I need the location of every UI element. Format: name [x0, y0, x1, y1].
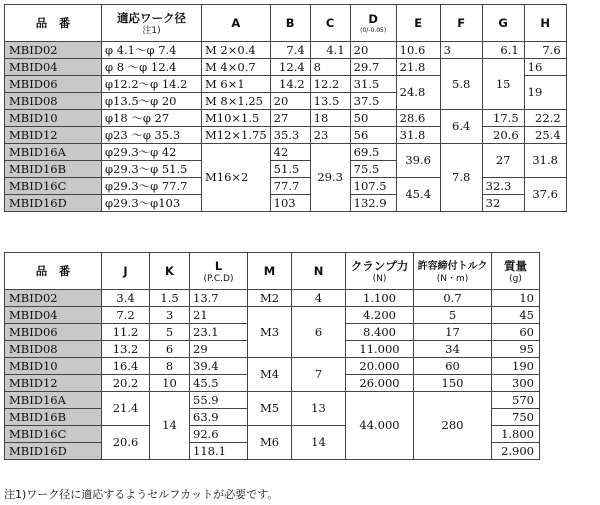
- cell-e: 28.6: [396, 110, 440, 127]
- cell-name: MBID16D: [5, 195, 102, 212]
- cell-h: 25.4: [524, 127, 566, 144]
- cell-j: 7.2: [102, 307, 150, 324]
- cell-c: 12.2: [310, 76, 350, 93]
- cell-mass: 1.800: [492, 426, 540, 443]
- header-torque: 許容締付トルク (N・m): [414, 253, 492, 290]
- cell-f: 5.8: [440, 59, 482, 110]
- cell-name: MBID12: [5, 127, 102, 144]
- cell-a: M 2×0.4: [202, 42, 271, 59]
- header-l: L (P.C.D): [190, 253, 248, 290]
- cell-k: 8: [150, 358, 190, 375]
- cell-k: 3: [150, 307, 190, 324]
- cell-f: 7.8: [440, 144, 482, 212]
- cell-j: 20.6: [102, 426, 150, 460]
- cell-d: 56: [350, 127, 396, 144]
- cell-name: MBID02: [5, 42, 102, 59]
- cell-name: MBID16B: [5, 409, 102, 426]
- header-b: B: [270, 5, 310, 42]
- cell-name: MBID12: [5, 375, 102, 392]
- cell-dia: φ23 〜φ 35.3: [102, 127, 202, 144]
- cell-l: 63.9: [190, 409, 248, 426]
- cell-h: 22.2: [524, 110, 566, 127]
- cell-name: MBID16D: [5, 443, 102, 460]
- cell-h: 31.8: [524, 144, 566, 178]
- cell-name: MBID06: [5, 324, 102, 341]
- cell-d: 31.5: [350, 76, 396, 93]
- cell-dia: φ13.5〜φ 20: [102, 93, 202, 110]
- cell-b: 7.4: [270, 42, 310, 59]
- cell-l: 29: [190, 341, 248, 358]
- cell-name: MBID16C: [5, 426, 102, 443]
- cell-l: 55.9: [190, 392, 248, 409]
- table-header-row: [5, 5, 567, 42]
- cell-h: 16: [524, 59, 566, 76]
- cell-m: M4: [248, 358, 292, 392]
- cell-c: 4.1: [310, 42, 350, 59]
- cell-dia: φ29.3〜φ 51.5: [102, 161, 202, 178]
- cell-b: 20: [270, 93, 310, 110]
- cell-d: 20: [350, 42, 396, 59]
- cell-l: 118.1: [190, 443, 248, 460]
- table-row: [5, 144, 567, 161]
- cell-name: MBID16A: [5, 144, 102, 161]
- cell-torque: 0.7: [414, 290, 492, 307]
- cell-name: MBID16B: [5, 161, 102, 178]
- cell-clamp: 44.000: [346, 392, 414, 460]
- cell-a: M10×1.5: [202, 110, 271, 127]
- cell-l: 45.5: [190, 375, 248, 392]
- cell-clamp: 8.400: [346, 324, 414, 341]
- cell-f: 6.4: [440, 110, 482, 144]
- cell-dia: φ 8 〜φ 12.4: [102, 59, 202, 76]
- cell-h: 37.6: [524, 178, 566, 212]
- cell-k: 10: [150, 375, 190, 392]
- cell-clamp: 26.000: [346, 375, 414, 392]
- cell-dia: φ29.3〜φ 42: [102, 144, 202, 161]
- cell-torque: 17: [414, 324, 492, 341]
- cell-a: M16×2: [202, 144, 271, 212]
- table-row: [5, 290, 540, 307]
- cell-name: MBID04: [5, 307, 102, 324]
- cell-e: 10.6: [396, 42, 440, 59]
- cell-e: 31.8: [396, 127, 440, 144]
- cell-n: 4: [292, 290, 346, 307]
- cell-j: 20.2: [102, 375, 150, 392]
- cell-l: 92.6: [190, 426, 248, 443]
- cell-name: MBID08: [5, 341, 102, 358]
- cell-c: 13.5: [310, 93, 350, 110]
- cell-b: 14.2: [270, 76, 310, 93]
- header-c: C: [310, 5, 350, 42]
- cell-l: 21: [190, 307, 248, 324]
- cell-b: 27: [270, 110, 310, 127]
- cell-a: M12×1.75: [202, 127, 271, 144]
- table-row: [5, 59, 567, 76]
- cell-d: 50: [350, 110, 396, 127]
- table-row: [5, 127, 567, 144]
- cell-k: 14: [150, 392, 190, 460]
- cell-a: M 4×0.7: [202, 59, 271, 76]
- header-a: A: [202, 5, 271, 42]
- cell-j: 11.2: [102, 324, 150, 341]
- cell-dia: φ12.2〜φ 14.2: [102, 76, 202, 93]
- cell-dia: φ29.3〜φ 77.7: [102, 178, 202, 195]
- cell-n: 14: [292, 426, 346, 460]
- header-g: G: [482, 5, 524, 42]
- cell-d: 37.5: [350, 93, 396, 110]
- cell-torque: 60: [414, 358, 492, 375]
- table-row: [5, 358, 540, 375]
- cell-torque: 5: [414, 307, 492, 324]
- cell-e: 45.4: [396, 178, 440, 212]
- cell-name: MBID10: [5, 110, 102, 127]
- cell-d: 107.5: [350, 178, 396, 195]
- cell-name: MBID16C: [5, 178, 102, 195]
- cell-mass: 190: [492, 358, 540, 375]
- cell-clamp: 1.100: [346, 290, 414, 307]
- footnote: 注1)ワーク径に適応するようセルフカットが必要です。: [4, 488, 279, 501]
- cell-b: 103: [270, 195, 310, 212]
- cell-e: 39.6: [396, 144, 440, 178]
- cell-g: 6.1: [482, 42, 524, 59]
- cell-torque: 150: [414, 375, 492, 392]
- cell-torque: 34: [414, 341, 492, 358]
- cell-mass: 750: [492, 409, 540, 426]
- cell-torque: 280: [414, 392, 492, 460]
- cell-c: 29.3: [310, 144, 350, 212]
- cell-mass: 10: [492, 290, 540, 307]
- cell-b: 77.7: [270, 178, 310, 195]
- table-row: [5, 307, 540, 324]
- cell-j: 16.4: [102, 358, 150, 375]
- cell-clamp: 4.200: [346, 307, 414, 324]
- cell-j: 3.4: [102, 290, 150, 307]
- cell-name: MBID10: [5, 358, 102, 375]
- header-name: 品 番: [5, 5, 102, 42]
- header-h: H: [524, 5, 566, 42]
- cell-d: 29.7: [350, 59, 396, 76]
- dimension-table: [4, 4, 567, 212]
- cell-name: MBID02: [5, 290, 102, 307]
- cell-mass: 570: [492, 392, 540, 409]
- cell-dia: φ18 〜φ 27: [102, 110, 202, 127]
- table-header-row: [5, 253, 540, 290]
- cell-name: MBID16A: [5, 392, 102, 409]
- cell-b: 12.4: [270, 59, 310, 76]
- cell-g: 27: [482, 144, 524, 178]
- cell-mass: 95: [492, 341, 540, 358]
- cell-b: 51.5: [270, 161, 310, 178]
- cell-j: 21.4: [102, 392, 150, 426]
- cell-mass: 2.900: [492, 443, 540, 460]
- cell-j: 13.2: [102, 341, 150, 358]
- cell-k: 1.5: [150, 290, 190, 307]
- table-row: [5, 110, 567, 127]
- cell-c: 18: [310, 110, 350, 127]
- cell-mass: 45: [492, 307, 540, 324]
- cell-g: 20.6: [482, 127, 524, 144]
- cell-g: 32: [482, 195, 524, 212]
- header-name: 品 番: [5, 253, 102, 290]
- cell-b: 42: [270, 144, 310, 161]
- cell-c: 8: [310, 59, 350, 76]
- cell-c: 23: [310, 127, 350, 144]
- cell-m: M3: [248, 307, 292, 358]
- cell-name: MBID08: [5, 93, 102, 110]
- cell-n: 6: [292, 307, 346, 358]
- table-row: [5, 392, 540, 409]
- header-j: J: [102, 253, 150, 290]
- cell-d: 132.9: [350, 195, 396, 212]
- header-k: K: [150, 253, 190, 290]
- cell-clamp: 20.000: [346, 358, 414, 375]
- cell-k: 5: [150, 324, 190, 341]
- cell-l: 13.7: [190, 290, 248, 307]
- cell-e: 24.8: [396, 76, 440, 110]
- cell-e: 21.8: [396, 59, 440, 76]
- cell-dia: φ29.3〜φ103: [102, 195, 202, 212]
- cell-dia: φ 4.1〜φ 7.4: [102, 42, 202, 59]
- cell-m: M2: [248, 290, 292, 307]
- cell-name: MBID04: [5, 59, 102, 76]
- cell-a: M 6×1: [202, 76, 271, 93]
- cell-g: 32.3: [482, 178, 524, 195]
- cell-k: 6: [150, 341, 190, 358]
- cell-mass: 60: [492, 324, 540, 341]
- header-work-dia: 適応ワーク径 注1): [102, 5, 202, 42]
- cell-l: 39.4: [190, 358, 248, 375]
- cell-b: 35.3: [270, 127, 310, 144]
- header-clamp: クランプ力 (N): [346, 253, 414, 290]
- cell-g: 17.5: [482, 110, 524, 127]
- cell-m: M5: [248, 392, 292, 426]
- cell-l: 23.1: [190, 324, 248, 341]
- header-f: F: [440, 5, 482, 42]
- table-row: [5, 42, 567, 59]
- cell-mass: 300: [492, 375, 540, 392]
- header-d: D (0/-0.05): [350, 5, 396, 42]
- cell-m: M6: [248, 426, 292, 460]
- header-m: M: [248, 253, 292, 290]
- cell-h: 19: [524, 76, 566, 110]
- cell-f: 3: [440, 42, 482, 59]
- cell-d: 75.5: [350, 161, 396, 178]
- table-row: [5, 195, 567, 212]
- cell-n: 7: [292, 358, 346, 392]
- cell-n: 13: [292, 392, 346, 426]
- table-row: [5, 178, 567, 195]
- cell-clamp: 11.000: [346, 341, 414, 358]
- header-e: E: [396, 5, 440, 42]
- cell-g: 15: [482, 59, 524, 110]
- spec-table: [4, 252, 540, 460]
- cell-a: M 8×1.25: [202, 93, 271, 110]
- header-n: N: [292, 253, 346, 290]
- cell-d: 69.5: [350, 144, 396, 161]
- cell-name: MBID06: [5, 76, 102, 93]
- cell-h: 7.6: [524, 42, 566, 59]
- header-mass: 質量 (g): [492, 253, 540, 290]
